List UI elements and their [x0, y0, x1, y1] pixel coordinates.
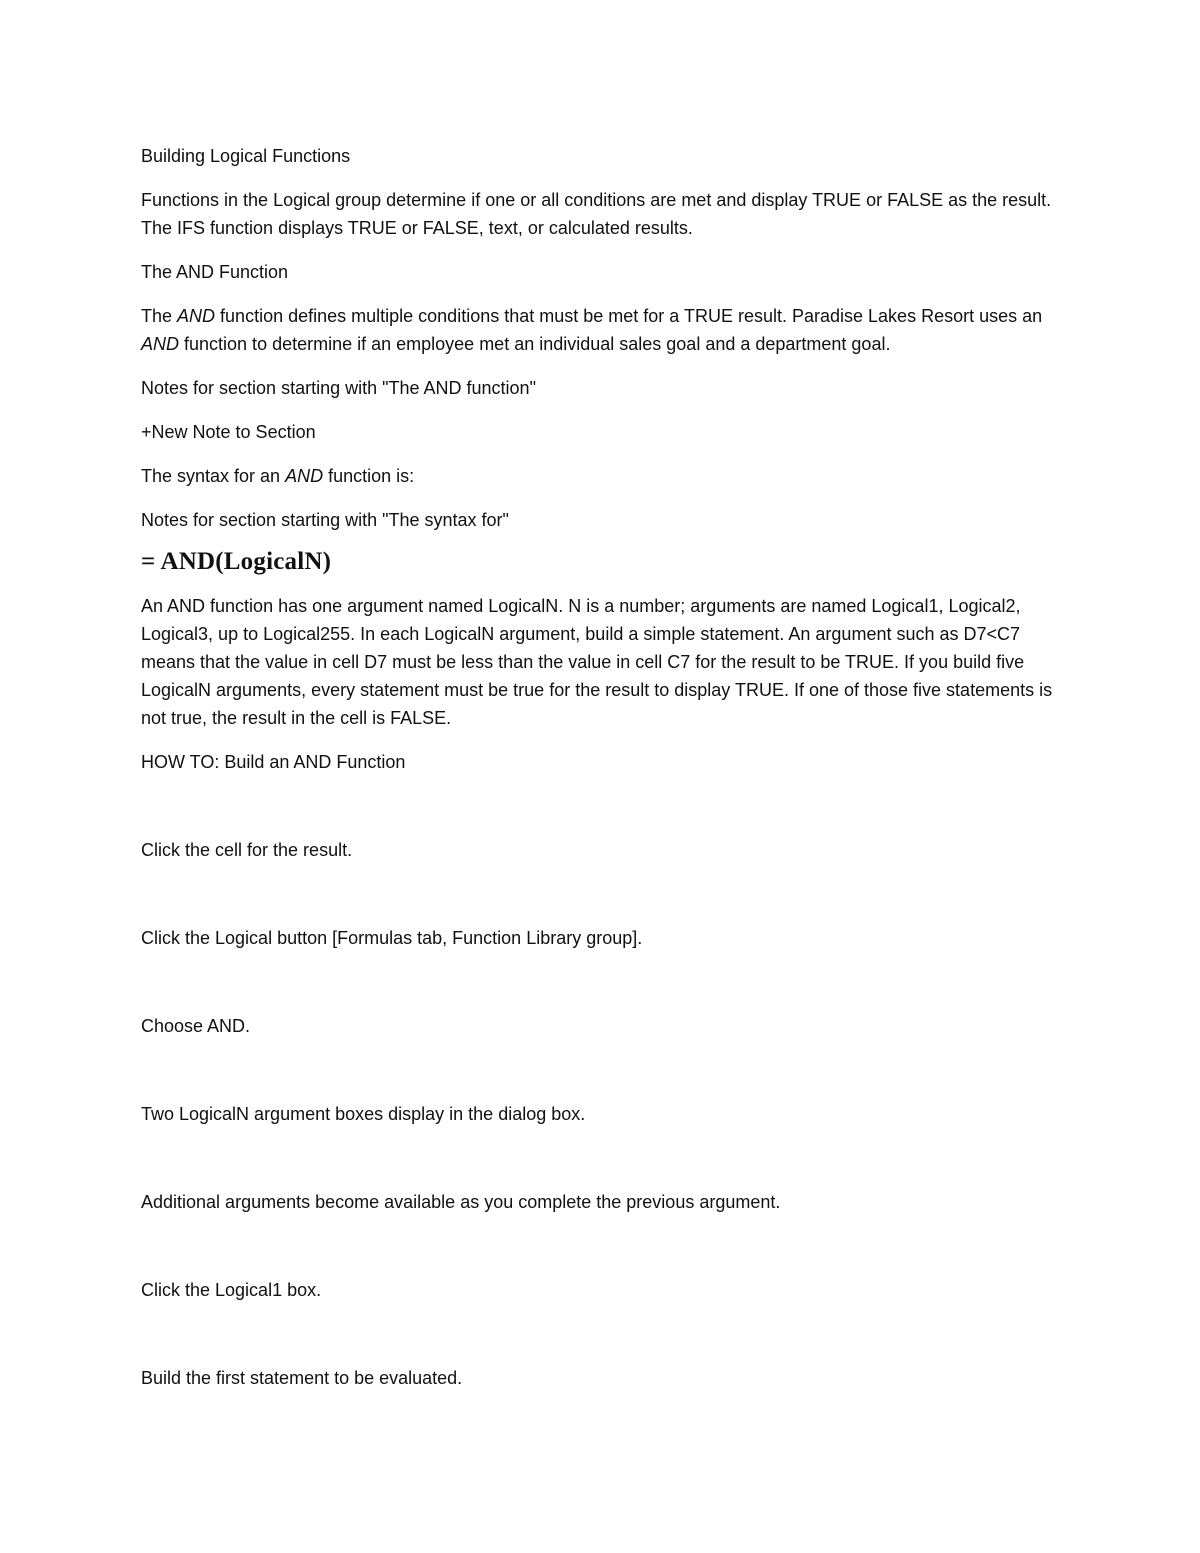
new-note-link[interactable]: +New Note to Section [141, 422, 316, 442]
document-title: Building Logical Functions [141, 146, 351, 166]
step-item: Click the cell for the result. [141, 840, 353, 860]
and-desc-text-2: function defines multiple conditions that must be met for a TRUE result. Paradise Lakes Resort uses an [215, 306, 1043, 326]
howto-heading: HOW TO: Build an AND Function [141, 752, 406, 772]
step-item: Click the Logical1 box. [141, 1280, 322, 1300]
step-item: Click the Logical button [Formulas tab, Function Library group]. [141, 928, 643, 948]
and-desc-emphasis-1: AND [177, 306, 216, 326]
and-description-paragraph [141, 302, 1056, 358]
and-desc-emphasis-2: AND [141, 334, 180, 354]
section-heading: The AND Function [141, 262, 289, 282]
and-desc-text-3: function to determine if an employee met an individual sales goal and a department goal. [179, 334, 891, 354]
notes-label-syntax: Notes for section starting with "The syntax for" [141, 510, 509, 530]
and-desc-text-1: The [141, 306, 178, 326]
step-item: Build the first statement to be evaluated. [141, 1368, 463, 1388]
and-formula: = AND(LogicalN) [141, 548, 332, 575]
step-item: Choose AND. [141, 1016, 251, 1036]
step-item: Two LogicalN argument boxes display in the dialog box. [141, 1104, 586, 1124]
intro-paragraph: Functions in the Logical group determine if one or all conditions are met and display TRUE or FALSE as the result. The IFS function displays TRUE or FALSE, text, or calculated results. [141, 190, 1052, 238]
document-content [141, 142, 1056, 1452]
step-item: Additional arguments become available as you complete the previous argument. [141, 1192, 781, 1212]
syntax-text-2: function is: [323, 466, 415, 486]
syntax-text-1: The syntax for an [141, 466, 286, 486]
syntax-intro-paragraph [141, 462, 1056, 490]
notes-label-and-function: Notes for section starting with "The AND function" [141, 378, 536, 398]
syntax-emphasis: AND [285, 466, 324, 486]
explanation-paragraph: An AND function has one argument named LogicalN. N is a number; arguments are named Logical1, Logical2, Logical3, up to Logical255. In each LogicalN argument, build a simple statement. An argument such as D7<C7 means that the value in cell D7 must be less than the value in cell C7 for the result to be TRUE. If you build five LogicalN arguments, every statement must be true for the result to display TRUE. If one of those five statements is not true, the result in the cell is FALSE. [141, 596, 1053, 728]
